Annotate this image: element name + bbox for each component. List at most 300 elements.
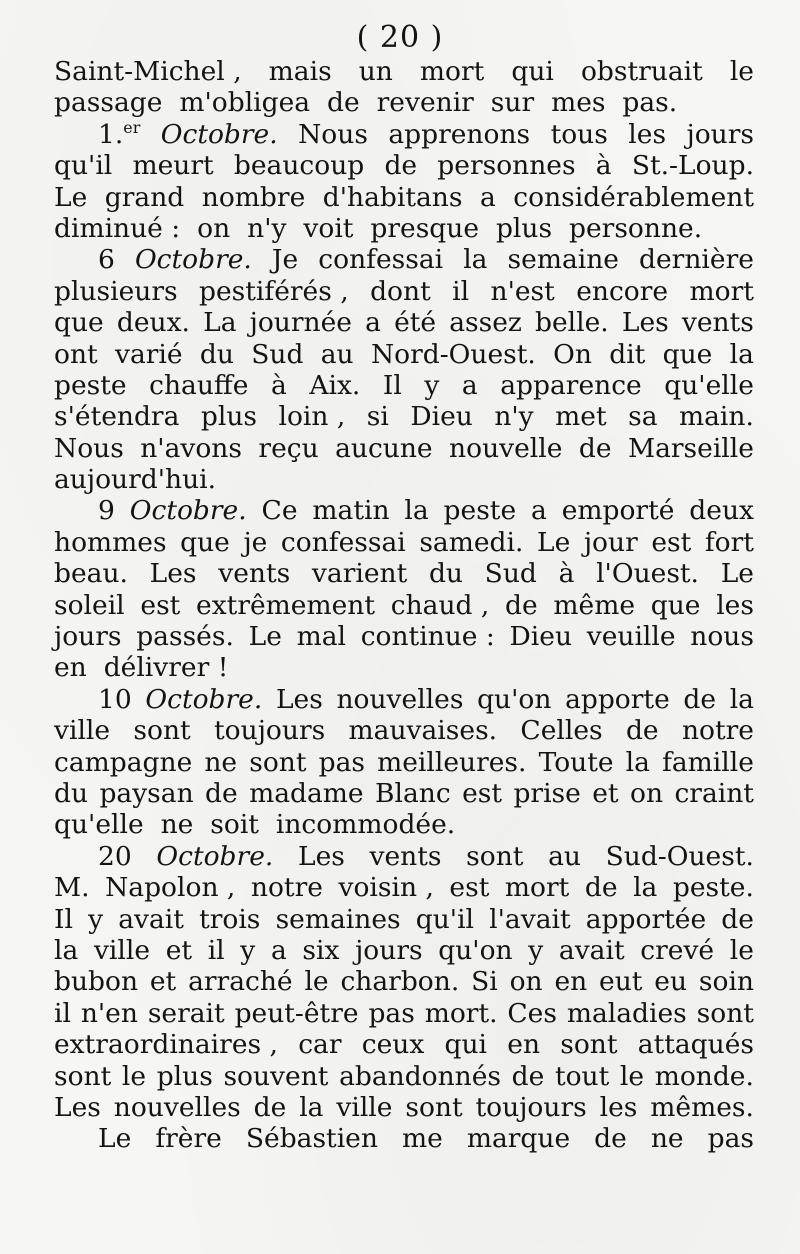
word-text: ne: [650, 1123, 684, 1155]
word-text: de: [625, 715, 659, 747]
word-text: Nord-Ouest.: [370, 338, 536, 370]
word: [419, 527, 523, 558]
word: [650, 1092, 754, 1123]
word: [249, 778, 364, 809]
word-text: 10: [98, 683, 132, 715]
word-text: meurt: [132, 150, 214, 182]
word: [500, 370, 641, 401]
word: [336, 684, 463, 715]
word: [210, 809, 267, 840]
word: [463, 244, 487, 275]
word: [54, 935, 78, 966]
word: [628, 401, 657, 432]
word-text: n'y: [494, 401, 534, 433]
word-text: notre: [250, 872, 323, 904]
word: [674, 778, 754, 809]
word: [278, 401, 345, 432]
word-text: mort.: [424, 997, 498, 1029]
word-text: Les: [149, 558, 197, 590]
word-text: mauvaises.: [348, 715, 498, 747]
word: [462, 370, 478, 401]
word: [507, 1029, 540, 1060]
word: [620, 1061, 644, 1092]
word: [606, 841, 754, 872]
word-text: Je: [271, 244, 299, 276]
word: [377, 87, 483, 118]
word: [699, 966, 754, 997]
text-line: [54, 244, 754, 275]
word-text: l'Ouest.: [596, 558, 699, 590]
word: [117, 307, 190, 338]
word-text: Sud: [251, 338, 304, 370]
word-text: madame: [249, 777, 364, 809]
word-text: s'étendra: [54, 401, 180, 433]
word: [370, 841, 442, 872]
word-text: diminué :: [54, 212, 181, 244]
word: [54, 966, 138, 997]
word-text: beaucoup: [233, 150, 365, 182]
word-text: famille: [662, 746, 754, 778]
word: [304, 966, 328, 997]
word-text: de: [505, 589, 538, 621]
word-text: passés.: [136, 621, 234, 653]
text-line: [54, 87, 754, 118]
word-text: y: [240, 934, 256, 966]
word-text: à: [595, 150, 612, 182]
word: [54, 150, 112, 181]
word: [54, 809, 152, 840]
word-text: grand: [104, 181, 185, 213]
word: [559, 935, 625, 966]
word: [319, 747, 365, 778]
word-text: le: [121, 1060, 147, 1092]
word-text: le: [304, 966, 329, 998]
word: [205, 778, 238, 809]
word-text: aujourd'hui.: [54, 464, 217, 496]
word: [371, 339, 536, 370]
word: [548, 841, 581, 872]
word: [105, 872, 235, 903]
word: [249, 621, 282, 652]
word-text: de: [683, 683, 717, 715]
word-text: y: [528, 934, 544, 966]
word: [370, 276, 431, 307]
word: [535, 307, 609, 338]
text-line: [54, 370, 754, 401]
word: [156, 841, 273, 872]
text-line: [54, 339, 754, 370]
word-text: peut-être: [234, 997, 359, 1029]
word: [132, 150, 213, 181]
word-text: y: [88, 903, 104, 935]
word-text: sont: [560, 1029, 618, 1061]
word-text: toujours: [214, 715, 326, 747]
word: [405, 1092, 462, 1123]
word: [368, 998, 414, 1029]
word-text: un: [358, 56, 393, 87]
word-text: mort: [689, 275, 754, 307]
word: [449, 433, 562, 464]
word: [240, 935, 255, 966]
word-text: veuille: [586, 621, 676, 653]
word: [249, 747, 306, 778]
word-text: délivrer !: [103, 652, 229, 684]
word: [81, 998, 138, 1029]
word-text: St.-Loup.: [631, 150, 754, 182]
word: [298, 1029, 341, 1060]
word-text: nouvelles: [336, 683, 464, 715]
word-text: continue :: [360, 621, 495, 653]
word: [553, 339, 592, 370]
word-text: aucune: [335, 432, 433, 464]
word-text: je: [243, 526, 268, 558]
word-text: incommodée.: [275, 809, 456, 841]
word-text: varié: [114, 338, 183, 370]
word: [594, 1123, 627, 1154]
word-text: est: [462, 777, 503, 809]
word: [281, 527, 406, 558]
date-label: Octobre.: [129, 495, 247, 527]
text-line: [54, 464, 754, 495]
word: [323, 182, 463, 213]
word-text: est: [449, 872, 490, 904]
word-text: souvent: [223, 1060, 329, 1092]
word: [683, 684, 716, 715]
word-text: Il: [382, 369, 402, 401]
word: [510, 966, 543, 997]
word: [697, 998, 754, 1029]
word-text: maladies: [566, 997, 687, 1029]
word: [54, 307, 104, 338]
word-text: 9: [98, 495, 115, 527]
word: [638, 1029, 754, 1060]
word: [150, 966, 176, 997]
word-text: du: [428, 558, 463, 590]
word: [361, 621, 495, 652]
word: [136, 621, 234, 652]
word-text: dit: [609, 338, 646, 370]
word: [565, 684, 670, 715]
word: [632, 150, 754, 181]
word-text: que: [180, 526, 230, 558]
word: [54, 527, 167, 558]
word: [297, 621, 346, 652]
word: [104, 652, 237, 683]
word-text: il: [452, 275, 470, 307]
word-text: emporté: [561, 495, 675, 527]
word-text: de: [384, 150, 418, 182]
word-text: les: [628, 118, 667, 150]
word-text: considérablement: [513, 181, 754, 213]
word-text: qu'il: [54, 150, 113, 182]
word-text: Celles: [520, 715, 603, 747]
word-text: matin: [312, 495, 390, 527]
word: [507, 998, 557, 1029]
word: [599, 966, 642, 997]
word: [298, 119, 368, 150]
word: [355, 935, 423, 966]
word-text: varient: [311, 558, 408, 590]
word: [567, 998, 687, 1029]
word-text: passage: [54, 87, 163, 119]
word-text: il: [207, 934, 225, 966]
word-text: campagne: [54, 746, 193, 778]
word-text: la: [463, 244, 488, 276]
word-text: nombre: [201, 181, 306, 213]
word-text: Aix.: [309, 369, 361, 401]
word: [312, 495, 389, 526]
word-text: de: [205, 777, 238, 809]
word-text: on: [509, 966, 543, 998]
word-text: bubon: [54, 966, 139, 998]
word: [592, 778, 618, 809]
word: [54, 370, 127, 401]
word: [420, 56, 484, 87]
date-label: Octobre.: [145, 683, 263, 715]
word: [690, 621, 754, 652]
word-text: extrêmement: [196, 589, 376, 621]
word-text: même: [553, 589, 636, 621]
word-text: et: [592, 777, 619, 809]
word: [54, 558, 128, 589]
text-line: [54, 150, 754, 181]
word: [554, 966, 587, 997]
word: [622, 307, 669, 338]
text-line: [54, 778, 754, 809]
word: [445, 1029, 488, 1060]
word: [579, 433, 612, 464]
word: [54, 747, 192, 778]
word-text: mais: [268, 56, 332, 87]
word: [622, 87, 685, 118]
word: [491, 276, 555, 307]
word-text: sa: [628, 401, 658, 433]
word: [271, 370, 287, 401]
word: [511, 56, 554, 87]
word-text: semaines: [275, 903, 401, 935]
word: [551, 87, 614, 118]
word: [200, 339, 234, 370]
word: [596, 150, 612, 181]
word-text: que: [54, 307, 104, 339]
word-text: apporte: [565, 683, 670, 715]
word: [452, 276, 469, 307]
word: [425, 998, 498, 1029]
text-line: [54, 747, 754, 778]
word-text: car: [298, 1029, 342, 1061]
word-text: en: [554, 966, 588, 998]
word: [539, 747, 614, 778]
word-text: frère: [155, 1123, 222, 1155]
word: [520, 715, 602, 746]
date-label: Octobre.: [134, 244, 252, 276]
word: [359, 56, 393, 87]
word: [424, 370, 439, 401]
word-text: mal: [296, 621, 346, 653]
word: [302, 935, 339, 966]
word: [54, 276, 178, 307]
word-text: mort: [504, 872, 570, 904]
word: [466, 841, 523, 872]
word-text: monde.: [654, 1060, 754, 1092]
word: [149, 370, 248, 401]
word-text: Le: [54, 181, 88, 213]
word: [188, 966, 293, 997]
word: [197, 213, 239, 244]
word-text: de: [327, 87, 360, 119]
word-text: voit: [303, 212, 354, 244]
word-text: sont: [249, 746, 307, 778]
word: [135, 244, 252, 275]
word-text: a: [365, 307, 381, 339]
word: [335, 433, 433, 464]
word: [513, 778, 580, 809]
word: [569, 213, 711, 244]
word-text: on: [197, 212, 231, 244]
word: [402, 1123, 443, 1154]
word: [321, 339, 354, 370]
word-text: marque: [466, 1123, 571, 1155]
word-text: La: [203, 307, 237, 339]
word-text: qui: [444, 1029, 488, 1061]
word: [585, 872, 618, 903]
word-text: attaqués: [637, 1029, 754, 1061]
date-label: Octobre.: [156, 840, 274, 872]
word: [626, 715, 659, 746]
word-text: Sud-Ouest.: [605, 840, 754, 872]
word-text: abandonnés: [339, 1060, 502, 1092]
word: [375, 778, 451, 809]
text-line: [54, 966, 754, 997]
word-text: n'en: [80, 997, 138, 1029]
word: [394, 307, 436, 338]
word: [145, 684, 262, 715]
word: [384, 150, 417, 181]
word: [477, 684, 551, 715]
word: [214, 715, 325, 746]
word-text: trois: [199, 903, 261, 935]
word: [223, 1061, 328, 1092]
word: [513, 182, 754, 213]
word: [338, 872, 433, 903]
word: [54, 590, 125, 621]
word-text: y: [424, 369, 440, 401]
word: [505, 590, 538, 621]
word: [560, 1029, 617, 1060]
word-text: de: [721, 903, 754, 935]
word: [377, 747, 526, 778]
word: [98, 841, 132, 872]
word-text: Marseille: [627, 432, 754, 464]
word-text: qu'on: [438, 934, 513, 966]
word-text: Le: [98, 1123, 132, 1155]
word: [251, 872, 323, 903]
word-text: dont: [370, 275, 431, 307]
word: [166, 935, 192, 966]
word: [161, 119, 278, 150]
word: [339, 1061, 501, 1092]
word-text: les: [716, 589, 754, 621]
text-line: [54, 621, 754, 652]
word: [99, 778, 193, 809]
word: [94, 935, 150, 966]
text-line: [54, 401, 754, 432]
word-text: met: [555, 401, 607, 433]
word-text: Dieu: [509, 621, 573, 653]
word: [54, 1029, 278, 1060]
word: [218, 558, 290, 589]
word-text: il: [54, 997, 71, 1029]
word-text: le: [729, 56, 754, 87]
word-text: plus: [495, 212, 553, 244]
word-text: la: [299, 1091, 324, 1123]
word-text: reçu: [258, 432, 319, 464]
word-text: six: [302, 934, 340, 966]
word: [362, 1029, 425, 1060]
text-line: [54, 998, 754, 1029]
word: [537, 527, 570, 558]
word-text: m'obligea: [179, 87, 311, 119]
word: [54, 998, 71, 1029]
word-text: plus: [156, 1060, 213, 1092]
word: [199, 904, 260, 935]
word-text: Les: [54, 1091, 101, 1123]
word-text: On: [553, 338, 592, 370]
word-text: Nous: [298, 118, 368, 150]
word: [254, 1092, 287, 1123]
word-text: jours: [54, 621, 122, 653]
word: [651, 527, 691, 558]
word: [429, 558, 463, 589]
word: [246, 1123, 378, 1154]
word-text: me: [401, 1123, 443, 1155]
word-text: ne: [160, 809, 194, 841]
word-text: Il: [54, 903, 73, 935]
text-line: [54, 1029, 754, 1060]
word: [449, 307, 522, 338]
word: [269, 56, 332, 87]
word-text: loin ,: [278, 401, 346, 433]
word-text: jours: [686, 118, 754, 150]
word: [327, 87, 368, 118]
word-text: Sébastien: [245, 1123, 378, 1155]
word: [471, 966, 498, 997]
word: [480, 182, 496, 213]
word-text: sont: [696, 997, 754, 1029]
word-text: pas: [707, 1123, 754, 1155]
word-text: qu'on: [477, 683, 552, 715]
word: [54, 213, 189, 244]
word: [157, 1061, 213, 1092]
word: [54, 715, 110, 746]
word-text: revenir: [376, 87, 474, 119]
word-text: la: [633, 872, 658, 904]
word-text: voisin ,: [338, 872, 434, 904]
word-text: ont: [54, 338, 98, 370]
word: [730, 935, 754, 966]
word-text: du: [199, 338, 234, 370]
word-text: qu'il: [415, 903, 475, 935]
word: [180, 527, 230, 558]
word-text: ville: [93, 934, 151, 966]
word: [690, 276, 754, 307]
word: [485, 558, 537, 589]
word-text: prise: [513, 777, 581, 809]
word-text: pas: [318, 746, 365, 778]
word: [247, 213, 295, 244]
word: [630, 778, 663, 809]
word: [505, 872, 569, 903]
